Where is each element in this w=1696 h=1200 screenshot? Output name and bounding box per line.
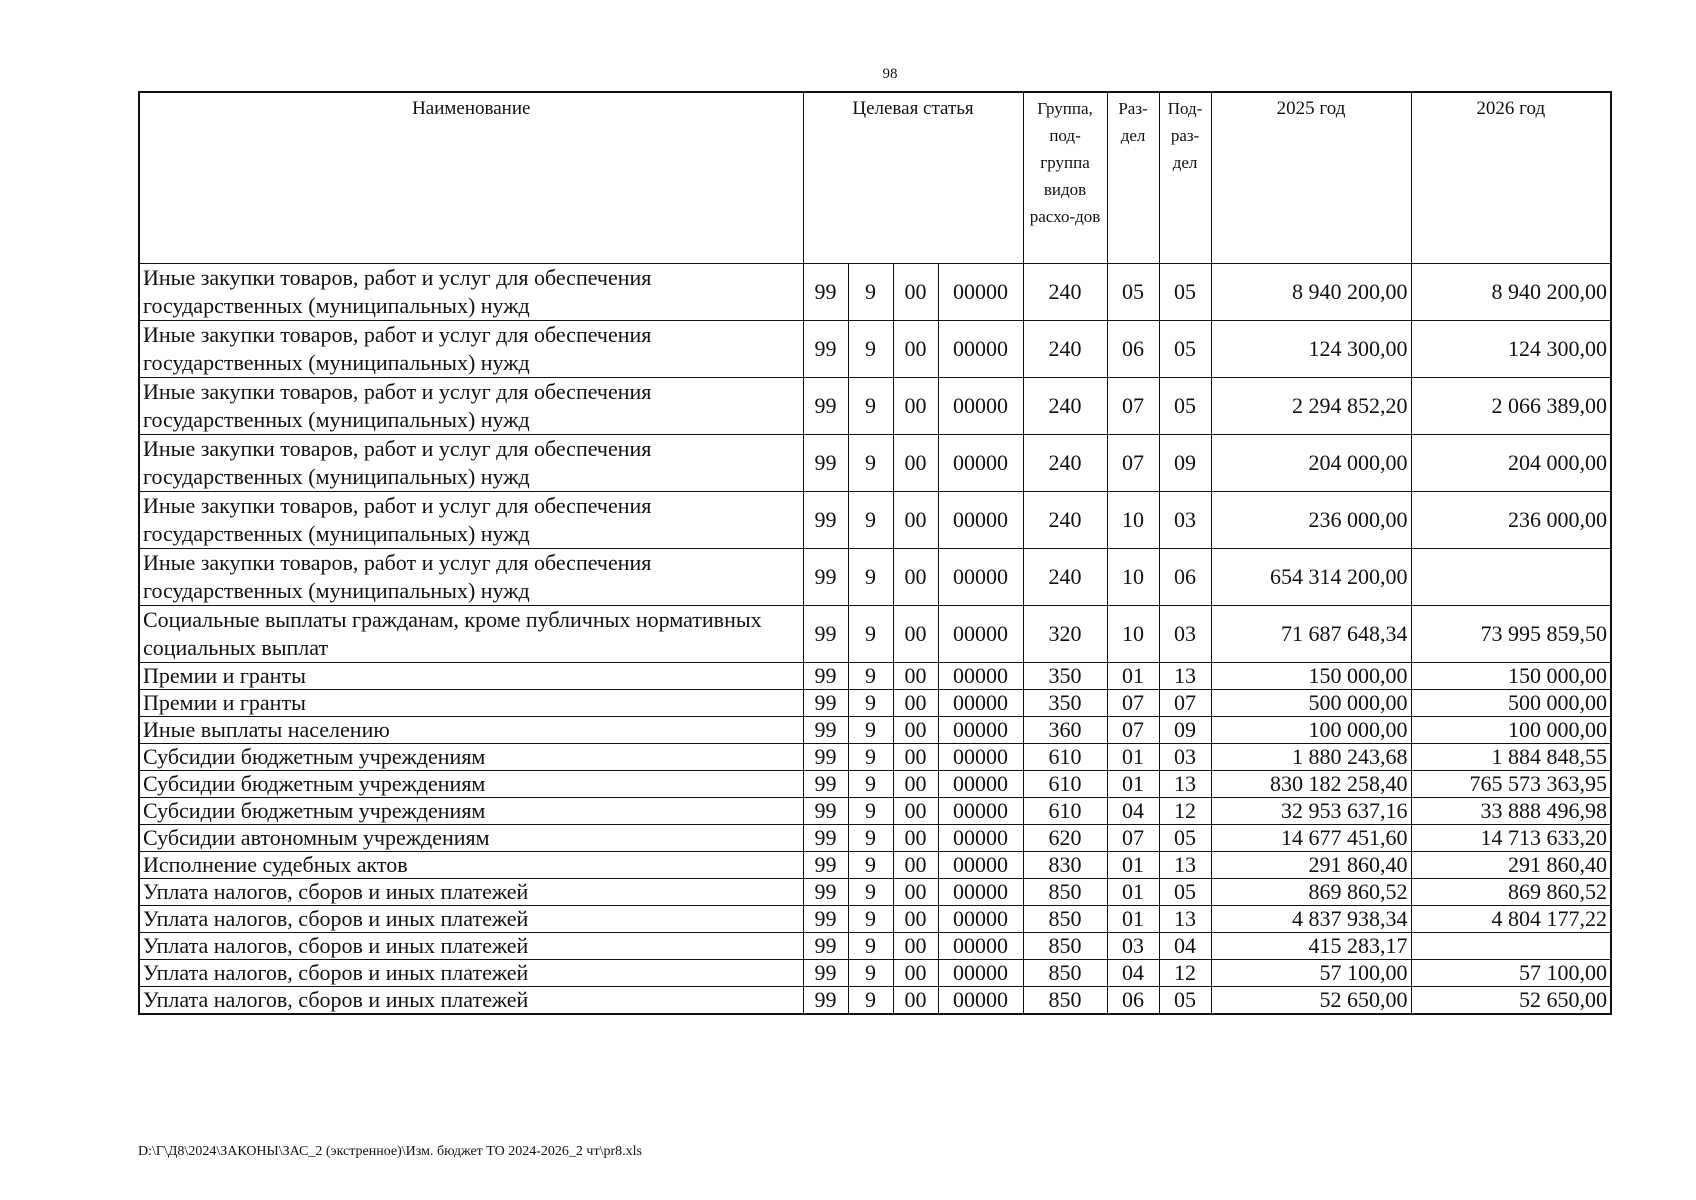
table-row: [139, 852, 1611, 879]
cell-amount-2026: 73 995 859,50: [1411, 606, 1611, 663]
cell-name: Социальные выплаты гражданам, кроме публичных нормативных социальных выплат: [139, 606, 803, 663]
cell-subsection: 03: [1159, 744, 1211, 771]
cell-subsection: 09: [1159, 717, 1211, 744]
cell-target-subprogram: 9: [848, 549, 893, 606]
cell-target-direction: 00000: [938, 378, 1023, 435]
header-year-2025: 2025 год: [1211, 92, 1411, 264]
header-name: Наименование: [139, 92, 803, 264]
cell-target-subprogram: 9: [848, 879, 893, 906]
table-row: [139, 906, 1611, 933]
cell-section: 07: [1107, 378, 1159, 435]
cell-target-program: 99: [803, 492, 848, 549]
cell-subsection: 05: [1159, 879, 1211, 906]
cell-target-direction: 00000: [938, 549, 1023, 606]
cell-section: 07: [1107, 435, 1159, 492]
cell-expense-group: 240: [1023, 435, 1107, 492]
cell-subsection: 13: [1159, 663, 1211, 690]
header-target-article: Целевая статья: [803, 92, 1023, 264]
cell-expense-group: 850: [1023, 987, 1107, 1015]
cell-amount-2025: 57 100,00: [1211, 960, 1411, 987]
cell-amount-2025: 150 000,00: [1211, 663, 1411, 690]
cell-amount-2025: 8 940 200,00: [1211, 264, 1411, 321]
cell-name: Уплата налогов, сборов и иных платежей: [139, 879, 803, 906]
cell-amount-2026: 14 713 633,20: [1411, 825, 1611, 852]
cell-amount-2025: 291 860,40: [1211, 852, 1411, 879]
cell-amount-2026: 204 000,00: [1411, 435, 1611, 492]
cell-expense-group: 850: [1023, 960, 1107, 987]
cell-section: 01: [1107, 744, 1159, 771]
cell-amount-2025: 4 837 938,34: [1211, 906, 1411, 933]
cell-target-subprogram: 9: [848, 933, 893, 960]
cell-amount-2025: 204 000,00: [1211, 435, 1411, 492]
cell-target-subprogram: 9: [848, 264, 893, 321]
cell-target-main-event: 00: [893, 798, 938, 825]
table-row: [139, 606, 1611, 663]
cell-target-program: 99: [803, 435, 848, 492]
cell-target-main-event: 00: [893, 825, 938, 852]
cell-target-direction: 00000: [938, 960, 1023, 987]
cell-amount-2025: 71 687 648,34: [1211, 606, 1411, 663]
cell-section: 01: [1107, 906, 1159, 933]
cell-amount-2025: 1 880 243,68: [1211, 744, 1411, 771]
cell-section: 07: [1107, 717, 1159, 744]
table-row: [139, 771, 1611, 798]
cell-target-program: 99: [803, 549, 848, 606]
cell-amount-2025: 124 300,00: [1211, 321, 1411, 378]
cell-amount-2026: 869 860,52: [1411, 879, 1611, 906]
cell-section: 03: [1107, 933, 1159, 960]
cell-expense-group: 620: [1023, 825, 1107, 852]
cell-target-direction: 00000: [938, 798, 1023, 825]
cell-name: Уплата налогов, сборов и иных платежей: [139, 906, 803, 933]
cell-subsection: 13: [1159, 906, 1211, 933]
cell-section: 01: [1107, 771, 1159, 798]
page-number: 98: [882, 66, 898, 82]
cell-target-program: 99: [803, 321, 848, 378]
cell-target-main-event: 00: [893, 606, 938, 663]
cell-target-program: 99: [803, 960, 848, 987]
cell-section: 07: [1107, 690, 1159, 717]
cell-target-main-event: 00: [893, 435, 938, 492]
cell-amount-2026: 33 888 496,98: [1411, 798, 1611, 825]
cell-name: Исполнение судебных актов: [139, 852, 803, 879]
header-section: Раз-дел: [1107, 92, 1159, 264]
table-row: [139, 378, 1611, 435]
cell-name: Иные закупки товаров, работ и услуг для обеспечения государственных (муниципальных) нужд: [139, 321, 803, 378]
cell-amount-2025: 654 314 200,00: [1211, 549, 1411, 606]
cell-target-main-event: 00: [893, 987, 938, 1015]
cell-target-program: 99: [803, 771, 848, 798]
cell-subsection: 05: [1159, 825, 1211, 852]
cell-subsection: 05: [1159, 264, 1211, 321]
header-expense-group: Группа, под-группа видов расхо-дов: [1023, 92, 1107, 264]
cell-target-subprogram: 9: [848, 378, 893, 435]
cell-amount-2026: 236 000,00: [1411, 492, 1611, 549]
cell-section: 05: [1107, 264, 1159, 321]
cell-target-program: 99: [803, 933, 848, 960]
cell-target-subprogram: 9: [848, 960, 893, 987]
cell-target-subprogram: 9: [848, 435, 893, 492]
cell-target-direction: 00000: [938, 987, 1023, 1015]
cell-target-subprogram: 9: [848, 321, 893, 378]
cell-amount-2025: 52 650,00: [1211, 987, 1411, 1015]
cell-amount-2026: 150 000,00: [1411, 663, 1611, 690]
cell-target-program: 99: [803, 663, 848, 690]
table-row: [139, 435, 1611, 492]
cell-target-program: 99: [803, 264, 848, 321]
cell-expense-group: 850: [1023, 933, 1107, 960]
table-row: [139, 549, 1611, 606]
cell-target-subprogram: 9: [848, 906, 893, 933]
table-body: [139, 264, 1611, 1015]
table-row: [139, 663, 1611, 690]
cell-expense-group: 360: [1023, 717, 1107, 744]
cell-amount-2026: 57 100,00: [1411, 960, 1611, 987]
cell-name: Иные закупки товаров, работ и услуг для обеспечения государственных (муниципальных) нужд: [139, 264, 803, 321]
cell-target-subprogram: 9: [848, 852, 893, 879]
budget-table: [138, 91, 1612, 1015]
cell-target-subprogram: 9: [848, 744, 893, 771]
cell-section: 07: [1107, 825, 1159, 852]
cell-amount-2026: 4 804 177,22: [1411, 906, 1611, 933]
cell-target-main-event: 00: [893, 933, 938, 960]
cell-expense-group: 240: [1023, 492, 1107, 549]
cell-name: Иные закупки товаров, работ и услуг для обеспечения государственных (муниципальных) нужд: [139, 549, 803, 606]
cell-target-direction: 00000: [938, 606, 1023, 663]
cell-amount-2026: 1 884 848,55: [1411, 744, 1611, 771]
cell-target-main-event: 00: [893, 717, 938, 744]
cell-amount-2025: 500 000,00: [1211, 690, 1411, 717]
cell-target-main-event: 00: [893, 549, 938, 606]
cell-target-main-event: 00: [893, 264, 938, 321]
cell-amount-2026: 8 940 200,00: [1411, 264, 1611, 321]
cell-section: 06: [1107, 321, 1159, 378]
cell-section: 10: [1107, 606, 1159, 663]
cell-target-program: 99: [803, 606, 848, 663]
cell-target-program: 99: [803, 987, 848, 1015]
cell-target-main-event: 00: [893, 879, 938, 906]
cell-amount-2026: 2 066 389,00: [1411, 378, 1611, 435]
cell-subsection: 13: [1159, 852, 1211, 879]
cell-target-direction: 00000: [938, 717, 1023, 744]
table-header-row: [139, 92, 1611, 264]
cell-target-subprogram: 9: [848, 492, 893, 549]
cell-amount-2025: 830 182 258,40: [1211, 771, 1411, 798]
cell-amount-2026: [1411, 933, 1611, 960]
cell-expense-group: 240: [1023, 549, 1107, 606]
cell-subsection: 03: [1159, 606, 1211, 663]
cell-amount-2026: 500 000,00: [1411, 690, 1611, 717]
cell-expense-group: 240: [1023, 264, 1107, 321]
cell-subsection: 12: [1159, 960, 1211, 987]
cell-name: Премии и гранты: [139, 690, 803, 717]
cell-target-program: 99: [803, 690, 848, 717]
table-row: [139, 933, 1611, 960]
table-row: [139, 321, 1611, 378]
cell-section: 01: [1107, 879, 1159, 906]
cell-target-main-event: 00: [893, 960, 938, 987]
cell-amount-2025: 14 677 451,60: [1211, 825, 1411, 852]
cell-target-program: 99: [803, 744, 848, 771]
table-row: [139, 798, 1611, 825]
cell-target-program: 99: [803, 879, 848, 906]
cell-expense-group: 350: [1023, 690, 1107, 717]
table-row: [139, 492, 1611, 549]
cell-subsection: 07: [1159, 690, 1211, 717]
cell-target-direction: 00000: [938, 663, 1023, 690]
cell-amount-2026: 100 000,00: [1411, 717, 1611, 744]
table-row: [139, 960, 1611, 987]
cell-target-main-event: 00: [893, 906, 938, 933]
cell-section: 04: [1107, 960, 1159, 987]
cell-expense-group: 850: [1023, 906, 1107, 933]
cell-target-program: 99: [803, 906, 848, 933]
cell-section: 04: [1107, 798, 1159, 825]
cell-name: Иные закупки товаров, работ и услуг для обеспечения государственных (муниципальных) нужд: [139, 378, 803, 435]
cell-name: Премии и гранты: [139, 663, 803, 690]
cell-expense-group: 350: [1023, 663, 1107, 690]
cell-amount-2025: 869 860,52: [1211, 879, 1411, 906]
cell-target-direction: 00000: [938, 933, 1023, 960]
cell-subsection: 12: [1159, 798, 1211, 825]
cell-subsection: 06: [1159, 549, 1211, 606]
cell-amount-2026: [1411, 549, 1611, 606]
cell-name: Иные закупки товаров, работ и услуг для обеспечения государственных (муниципальных) нужд: [139, 435, 803, 492]
cell-target-main-event: 00: [893, 771, 938, 798]
cell-name: Субсидии бюджетным учреждениям: [139, 771, 803, 798]
cell-expense-group: 610: [1023, 744, 1107, 771]
cell-amount-2026: 124 300,00: [1411, 321, 1611, 378]
cell-target-subprogram: 9: [848, 663, 893, 690]
cell-amount-2025: 415 283,17: [1211, 933, 1411, 960]
cell-subsection: 03: [1159, 492, 1211, 549]
table-row: [139, 264, 1611, 321]
cell-target-direction: 00000: [938, 492, 1023, 549]
cell-target-subprogram: 9: [848, 606, 893, 663]
cell-target-program: 99: [803, 798, 848, 825]
cell-name: Иные закупки товаров, работ и услуг для обеспечения государственных (муниципальных) нужд: [139, 492, 803, 549]
cell-target-program: 99: [803, 378, 848, 435]
cell-amount-2025: 100 000,00: [1211, 717, 1411, 744]
cell-target-program: 99: [803, 852, 848, 879]
cell-section: 10: [1107, 492, 1159, 549]
cell-name: Субсидии бюджетным учреждениям: [139, 798, 803, 825]
cell-section: 01: [1107, 852, 1159, 879]
cell-amount-2026: 52 650,00: [1411, 987, 1611, 1015]
cell-target-direction: 00000: [938, 321, 1023, 378]
cell-name: Субсидии автономным учреждениям: [139, 825, 803, 852]
header-subsection: Под-раз-дел: [1159, 92, 1211, 264]
cell-name: Субсидии бюджетным учреждениям: [139, 744, 803, 771]
cell-target-direction: 00000: [938, 264, 1023, 321]
cell-target-main-event: 00: [893, 321, 938, 378]
table-row: [139, 825, 1611, 852]
cell-expense-group: 240: [1023, 378, 1107, 435]
table-row: [139, 717, 1611, 744]
cell-target-subprogram: 9: [848, 771, 893, 798]
cell-target-program: 99: [803, 825, 848, 852]
cell-target-subprogram: 9: [848, 987, 893, 1015]
cell-amount-2026: 765 573 363,95: [1411, 771, 1611, 798]
cell-expense-group: 320: [1023, 606, 1107, 663]
cell-expense-group: 240: [1023, 321, 1107, 378]
cell-name: Уплата налогов, сборов и иных платежей: [139, 933, 803, 960]
table-row: [139, 744, 1611, 771]
cell-subsection: 09: [1159, 435, 1211, 492]
cell-target-direction: 00000: [938, 771, 1023, 798]
cell-target-direction: 00000: [938, 690, 1023, 717]
table-row: [139, 690, 1611, 717]
cell-target-subprogram: 9: [848, 825, 893, 852]
cell-expense-group: 830: [1023, 852, 1107, 879]
cell-target-direction: 00000: [938, 879, 1023, 906]
cell-name: Уплата налогов, сборов и иных платежей: [139, 987, 803, 1015]
cell-subsection: 04: [1159, 933, 1211, 960]
cell-target-direction: 00000: [938, 435, 1023, 492]
cell-subsection: 13: [1159, 771, 1211, 798]
cell-section: 01: [1107, 663, 1159, 690]
cell-section: 06: [1107, 987, 1159, 1015]
cell-amount-2026: 291 860,40: [1411, 852, 1611, 879]
cell-target-program: 99: [803, 717, 848, 744]
cell-name: Уплата налогов, сборов и иных платежей: [139, 960, 803, 987]
cell-target-subprogram: 9: [848, 690, 893, 717]
header-year-2026: 2026 год: [1411, 92, 1611, 264]
cell-target-subprogram: 9: [848, 717, 893, 744]
cell-expense-group: 610: [1023, 771, 1107, 798]
table-row: [139, 987, 1611, 1015]
cell-section: 10: [1107, 549, 1159, 606]
cell-target-main-event: 00: [893, 378, 938, 435]
cell-target-main-event: 00: [893, 690, 938, 717]
cell-target-subprogram: 9: [848, 798, 893, 825]
cell-subsection: 05: [1159, 321, 1211, 378]
cell-target-main-event: 00: [893, 852, 938, 879]
cell-target-direction: 00000: [938, 744, 1023, 771]
cell-amount-2025: 236 000,00: [1211, 492, 1411, 549]
cell-target-main-event: 00: [893, 744, 938, 771]
table-row: [139, 879, 1611, 906]
cell-target-main-event: 00: [893, 492, 938, 549]
cell-subsection: 05: [1159, 378, 1211, 435]
cell-name: Иные выплаты населению: [139, 717, 803, 744]
cell-amount-2025: 2 294 852,20: [1211, 378, 1411, 435]
cell-subsection: 05: [1159, 987, 1211, 1015]
footer-file-path: D:\Г\Д8\2024\ЗАКОНЫ\ЗАС_2 (экстренное)\Изм. бюджет ТО 2024-2026_2 чт\pr8.xls: [138, 1144, 642, 1159]
cell-amount-2025: 32 953 637,16: [1211, 798, 1411, 825]
cell-target-direction: 00000: [938, 852, 1023, 879]
cell-expense-group: 610: [1023, 798, 1107, 825]
cell-expense-group: 850: [1023, 879, 1107, 906]
cell-target-direction: 00000: [938, 825, 1023, 852]
cell-target-direction: 00000: [938, 906, 1023, 933]
cell-target-main-event: 00: [893, 663, 938, 690]
